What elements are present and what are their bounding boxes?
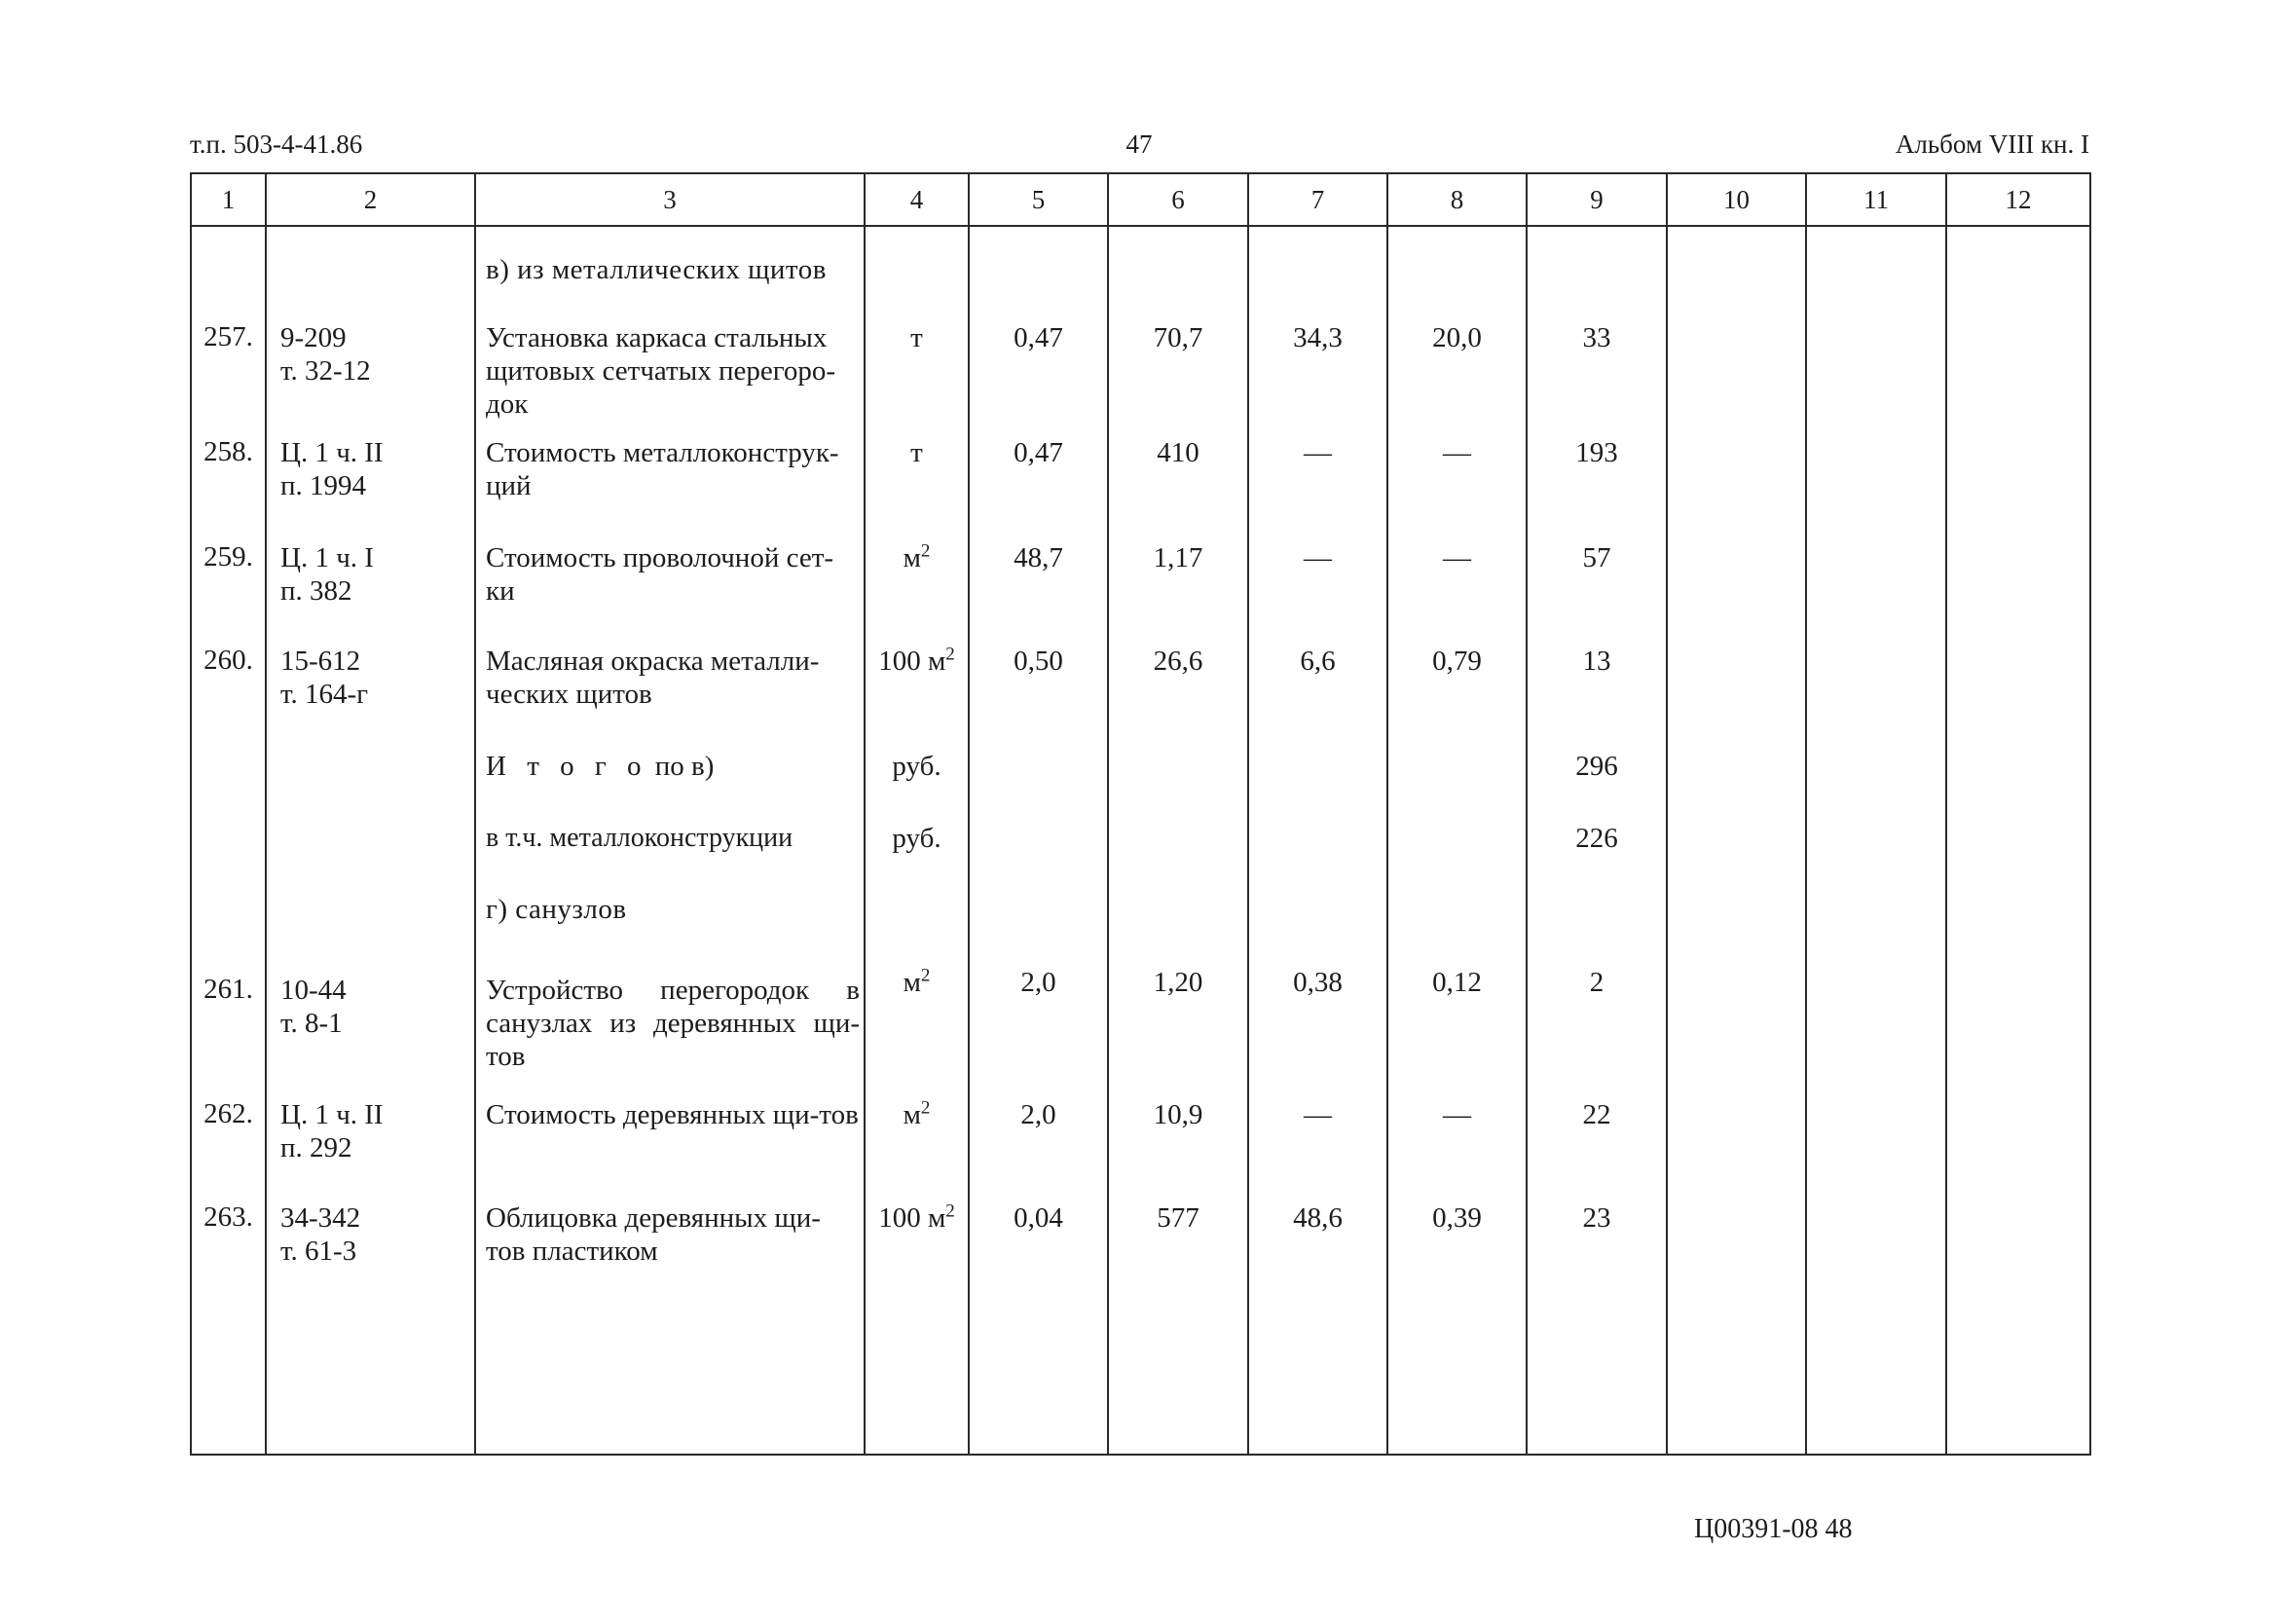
quantity: 0,47 [969, 436, 1108, 541]
norm-code [266, 1098, 475, 1201]
unit-price: 10,9 [1108, 1098, 1248, 1201]
norm-code-line: 15-612 [280, 646, 361, 677]
document-code: т.п. 503-4-41.86 [190, 129, 363, 159]
total-value: 22 [1527, 1098, 1667, 1201]
norm-code [266, 962, 475, 1098]
column-header: 8 [1387, 173, 1527, 226]
table-row [191, 436, 2090, 541]
work-name: Стоимость проволочной сет-ки [475, 541, 865, 645]
section-heading: в) из металлических щитов [475, 226, 865, 300]
page-number: 47 [1125, 129, 1153, 159]
wages-value: — [1248, 436, 1387, 541]
work-name: Устройство перегородок в санузлах из деревянных щи-тов [475, 962, 865, 1098]
machine-value: — [1387, 541, 1527, 645]
column-number-row [191, 173, 2090, 226]
quantity: 2,0 [969, 962, 1108, 1098]
work-name: Масляная окраска металли-ческих щитов [475, 645, 865, 750]
column-header: 3 [475, 173, 865, 226]
norm-code-line: т. 8-1 [280, 1008, 343, 1039]
machine-value: 0,79 [1387, 645, 1527, 750]
table-row [191, 300, 2090, 436]
subtotal-value: 296 [1527, 750, 1667, 822]
subtotal-label: в т.ч. металлоконструкции [475, 822, 865, 894]
row-number: 258. [191, 436, 266, 541]
wages-value: — [1248, 541, 1387, 645]
row-number: 257. [191, 300, 266, 436]
norm-code-line: 10-44 [280, 975, 347, 1006]
unit-price: 70,7 [1108, 300, 1248, 436]
unit-exponent: 2 [945, 644, 955, 665]
row-number: 263. [191, 1201, 266, 1455]
norm-code [266, 645, 475, 750]
total-value: 193 [1527, 436, 1667, 541]
subtotal-unit: руб. [865, 750, 969, 822]
norm-code [266, 300, 475, 436]
unit-exponent: 2 [920, 1097, 931, 1119]
total-value: 2 [1527, 962, 1667, 1098]
column-header: 9 [1527, 173, 1667, 226]
machine-value: 0,39 [1387, 1201, 1527, 1455]
unit-price: 1,20 [1108, 962, 1248, 1098]
norm-code-line: т. 164-г [280, 679, 369, 710]
quantity: 0,50 [969, 645, 1108, 750]
row-number: 261. [191, 962, 266, 1098]
section-row [191, 894, 2090, 962]
norm-code-line: п. 382 [280, 575, 352, 607]
unit [865, 541, 969, 645]
machine-value: 20,0 [1387, 300, 1527, 436]
unit-exponent: 2 [920, 540, 931, 562]
norm-code-line: Ц. 1 ч. I [280, 542, 374, 573]
unit-text: м [903, 967, 921, 998]
unit-price: 1,17 [1108, 541, 1248, 645]
norm-code [266, 1201, 475, 1455]
subtotal-scope: по в) [654, 751, 715, 782]
row-number: 259. [191, 541, 266, 645]
column-header: 10 [1667, 173, 1806, 226]
unit: т [865, 436, 969, 541]
quantity: 2,0 [969, 1098, 1108, 1201]
table-row [191, 541, 2090, 645]
unit [865, 1201, 969, 1455]
wages-value: 48,6 [1248, 1201, 1387, 1455]
norm-code-line: 34-342 [280, 1202, 361, 1234]
norm-code-line: Ц. 1 ч. II [280, 1099, 384, 1130]
total-value: 13 [1527, 645, 1667, 750]
column-header: 1 [191, 173, 266, 226]
unit-text: м [903, 1099, 921, 1130]
wages-value: — [1248, 1098, 1387, 1201]
column-header: 5 [969, 173, 1108, 226]
norm-code-line: 9-209 [280, 322, 347, 353]
sheet-code: Ц00391-08 48 [1694, 1514, 1853, 1544]
work-name: Установка каркаса стальных щитовых сетчатых перегоро-док [475, 300, 865, 436]
column-header: 12 [1946, 173, 2090, 226]
unit-text: 100 м [878, 1202, 946, 1234]
table-row [191, 645, 2090, 750]
row-number: 260. [191, 645, 266, 750]
wages-value: 0,38 [1248, 962, 1387, 1098]
norm-code [266, 541, 475, 645]
norm-code-line: Ц. 1 ч. II [280, 437, 384, 468]
section-row [191, 226, 2090, 300]
machine-value: — [1387, 436, 1527, 541]
unit [865, 962, 969, 1098]
section-heading: г) санузлов [475, 894, 865, 962]
quantity: 0,47 [969, 300, 1108, 436]
work-name: Облицовка деревянных щи-тов пластиком [475, 1201, 865, 1455]
album-label: Альбом VIII кн. I [1895, 129, 2089, 159]
subtotal-row [191, 822, 2090, 894]
unit-exponent: 2 [945, 1200, 955, 1222]
unit-price: 577 [1108, 1201, 1248, 1455]
unit-price: 26,6 [1108, 645, 1248, 750]
norm-code-line: п. 292 [280, 1132, 352, 1163]
subtotal-unit: руб. [865, 822, 969, 894]
quantity: 48,7 [969, 541, 1108, 645]
estimate-table [190, 172, 2091, 1456]
subtotal-word: И т о г о [486, 751, 648, 782]
unit [865, 1098, 969, 1201]
norm-code [266, 436, 475, 541]
unit [865, 645, 969, 750]
subtotal-row [191, 750, 2090, 822]
unit: т [865, 300, 969, 436]
column-header: 6 [1108, 173, 1248, 226]
total-value: 57 [1527, 541, 1667, 645]
column-header: 7 [1248, 173, 1387, 226]
machine-value: — [1387, 1098, 1527, 1201]
column-header: 2 [266, 173, 475, 226]
table-row [191, 962, 2090, 1098]
unit-price: 410 [1108, 436, 1248, 541]
subtotal-label [475, 750, 865, 822]
machine-value: 0,12 [1387, 962, 1527, 1098]
row-number: 262. [191, 1098, 266, 1201]
work-name: Стоимость деревянных щи-тов [475, 1098, 865, 1201]
unit-text: 100 м [878, 646, 946, 677]
table-row [191, 1098, 2090, 1201]
unit-text: м [903, 542, 921, 573]
work-name: Стоимость металлоконструк-ций [475, 436, 865, 541]
norm-code-line: т. 61-3 [280, 1236, 357, 1267]
column-header: 4 [865, 173, 969, 226]
quantity: 0,04 [969, 1201, 1108, 1455]
wages-value: 34,3 [1248, 300, 1387, 436]
wages-value: 6,6 [1248, 645, 1387, 750]
unit-exponent: 2 [920, 965, 931, 986]
norm-code-line: т. 32-12 [280, 355, 371, 387]
total-value: 33 [1527, 300, 1667, 436]
subtotal-value: 226 [1527, 822, 1667, 894]
norm-code-line: п. 1994 [280, 470, 367, 501]
table-row [191, 1201, 2090, 1455]
total-value: 23 [1527, 1201, 1667, 1455]
column-header: 11 [1806, 173, 1946, 226]
